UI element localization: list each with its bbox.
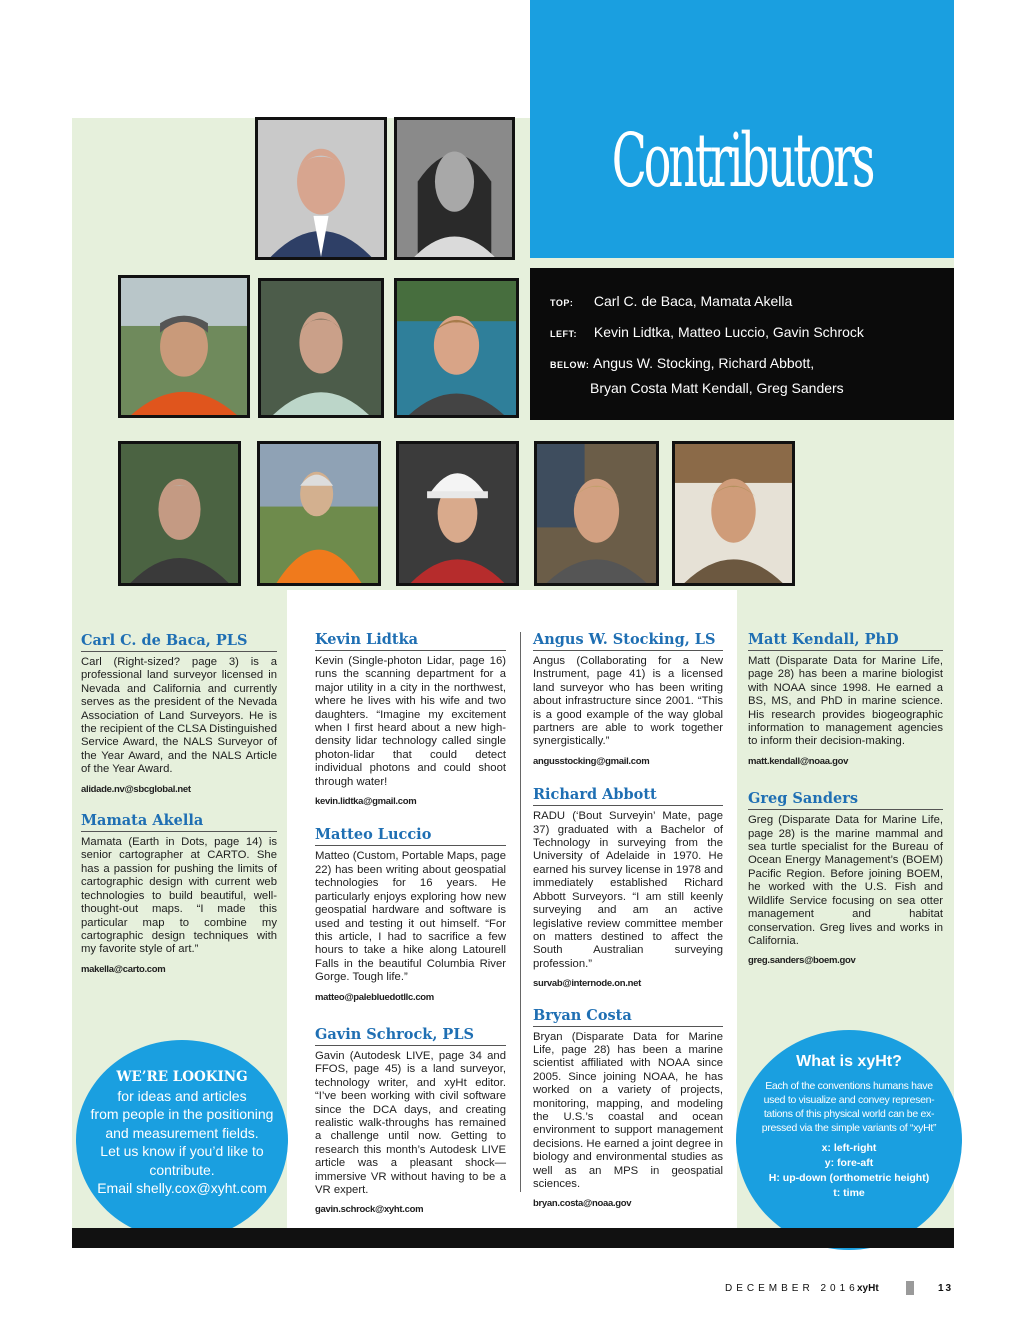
looking-line-1: for ideas and articles	[117, 1087, 247, 1104]
contributor-bryan	[533, 1007, 723, 1211]
contributor-email[interactable]: matteo@palebluedotllc.com	[315, 991, 434, 1003]
contributor-name: Angus W. Stocking, LS	[533, 631, 723, 651]
xyht-line-2: used to visualize and convey represen-	[763, 1094, 935, 1106]
looking-callout	[76, 1040, 288, 1240]
looking-line-4: Let us know if you’d like to	[100, 1143, 264, 1159]
contributor-name: Matt Kendall, PhD	[748, 631, 943, 651]
caption-box	[530, 268, 954, 420]
column-divider-1	[520, 632, 521, 1192]
column-4	[748, 631, 943, 968]
caption-below-label: BELOW:	[550, 360, 590, 370]
contributor-bio: Angus (Collaborating for a New Instrument, page 41) is a licensed land surveyor who has been writing about infrastructure since 2001. “This is a good example of the way global partners are able to work together synergistically.”	[533, 655, 723, 748]
photo-gavin-schrock	[394, 278, 519, 418]
page-title: Contributors	[611, 118, 873, 204]
contributor-name: Matteo Luccio	[315, 826, 506, 846]
xyht-t: t: time	[833, 1187, 865, 1199]
contributor-bio: Bryan (Disparate Data for Marine Life, page 28) has been a marine scientist affiliated with NOAA since 2005. Since joining NOAA, he has worked on a variety of projects, monitoring, mapping, and modeling the U.S.’s coastal and ocean environment to support management decisions. He earned a joint degree in biology and environmental studies as well as an MPS in geospatial sciences.	[533, 1030, 723, 1190]
contributor-bio: RADU (‘Bout Surveyin’ Mate, page 37) graduated with a Bachelor of Technology in surveying from the University of Adelaide in 1970. He earned his survey license in 1978 and immediately established Richard Abbott Surveyors. “I am still keenly surveying and am an active legislative review committee member on matters destined to affect the South Australian surveying profession.”	[533, 810, 723, 970]
xyht-callout	[736, 1030, 962, 1250]
contributor-bio: Kevin (Single-photon Lidar, page 16) runs the scanning department for a major utility in a city in the northwest, where he lives with his wife and two daughters. “Imagine my excitement when I first heard about a new high-density lidar technology called single photon-lidar that could detect individual photons and could shoot through water!	[315, 655, 506, 788]
contributor-gavin	[315, 1026, 506, 1217]
contributor-email[interactable]: makella@carto.com	[81, 963, 166, 975]
column-1	[81, 632, 277, 976]
xyht-x: x: left-right	[821, 1142, 877, 1154]
photo-greg-sanders	[672, 441, 795, 586]
column-3	[533, 631, 723, 1211]
caption-top-names: Carl C. de Baca, Mamata Akella	[593, 293, 793, 309]
xyht-line-3: tations of this physical world can be ex-	[763, 1108, 935, 1120]
photo-carl-de-baca	[255, 117, 387, 260]
contributor-email[interactable]: greg.sanders@boem.gov	[748, 955, 856, 967]
caption-left-names: Kevin Lidtka, Matteo Luccio, Gavin Schrock	[593, 324, 864, 340]
caption-below-row-2	[590, 380, 844, 396]
photo-bryan-costa	[396, 441, 519, 586]
caption-below-row	[550, 355, 814, 371]
contributor-name: Carl C. de Baca, PLS	[81, 632, 277, 652]
contributor-email[interactable]: bryan.costa@noaa.gov	[533, 1198, 632, 1210]
contributor-bio: Mamata (Earth in Dots, page 14) is senior cartographer at CARTO. She has a passion for pushing the limits of cartographic design with current web technologies to build beautiful, well-thought-out maps. “I made this particular map to combine my cartographic design techniques with my favorite style of art.”	[81, 836, 277, 956]
xyht-y: y: fore-aft	[824, 1157, 874, 1169]
contributor-email[interactable]: kevin.lidtka@gmail.com	[315, 796, 417, 808]
footer-bar	[72, 1228, 954, 1248]
xyht-h: H: up-down (orthometric height)	[768, 1172, 930, 1184]
contributor-richard	[533, 786, 723, 990]
photo-mamata-akella	[394, 117, 515, 260]
contributor-bio: Greg (Disparate Data for Marine Life, page 28) is the marine mammal and sea turtle specialist for the Bureau of Ocean Energy Management’s (BOEM) Pacific Region. Before joining BOEM, he worked with the U.S. Fish and Wildlife Service focusing on sea otter management and habitat conservation. Greg lives and works in California.	[748, 814, 943, 947]
photo-matteo-luccio	[258, 278, 384, 418]
contributor-email[interactable]: alidade.nv@sbcglobal.net	[81, 783, 191, 795]
photo-kevin-lidtka	[118, 275, 250, 418]
contributor-carl	[81, 632, 277, 796]
contributor-email[interactable]: matt.kendall@noaa.gov	[748, 755, 849, 767]
contributor-name: Gavin Schrock, PLS	[315, 1026, 506, 1046]
caption-top-label: TOP:	[550, 298, 574, 308]
photo-angus-stocking	[118, 441, 241, 586]
xyht-heading: What is xyHt?	[796, 1053, 902, 1070]
contributor-matteo	[315, 826, 506, 1003]
caption-left-row	[550, 324, 864, 340]
looking-line-2: from people in the positioning	[90, 1106, 274, 1122]
contributor-bio: Matt (Disparate Data for Marine Life, page 28) has been a marine biologist with NOAA since 1998. He earned a BS, MS, and PhD in marine science. His research provides biogeographic information to management agencies to inform their decision-making.	[748, 655, 943, 748]
contributor-mamata	[81, 812, 277, 976]
footer-separator	[906, 1281, 914, 1295]
caption-top-row	[550, 293, 792, 309]
caption-below-names-1: Angus W. Stocking, Richard Abbott,	[593, 355, 815, 371]
column-2	[315, 631, 506, 1217]
contributor-email[interactable]: angusstocking@gmail.com	[533, 755, 650, 767]
xyht-line-1: Each of the conventions humans have	[765, 1080, 933, 1092]
contributor-bio: Matteo (Custom, Portable Maps, page 22) has been writing about geospatial technologies for 16 years. He particularly enjoys exploring how new geospatial hardware and software is used and testing it out himself. “For this article, I had to sacrifice a few hours to take a hike along Latourell Falls in the beautiful Columbia River Gorge. Tough life.”	[315, 850, 506, 984]
contributor-name: Mamata Akella	[81, 812, 277, 832]
contributor-name: Kevin Lidtka	[315, 631, 506, 651]
looking-line-3: and measurement fields.	[105, 1124, 259, 1141]
contributor-matt	[748, 631, 943, 768]
contributor-email[interactable]: gavin.schrock@xyht.com	[315, 1204, 424, 1216]
looking-heading: WE’RE LOOKING	[116, 1069, 248, 1085]
photo-matt-kendall	[534, 441, 659, 586]
footer-date: DECEMBER 2016	[725, 1283, 859, 1294]
contributor-name: Greg Sanders	[748, 790, 943, 810]
footer-magazine: xyHt	[857, 1283, 879, 1294]
looking-email[interactable]: Email shelly.cox@xyht.com	[97, 1180, 267, 1196]
caption-below-names-2: Bryan Costa Matt Kendall, Greg Sanders	[590, 380, 844, 396]
contributor-greg	[748, 790, 943, 967]
contributor-bio: Gavin (Autodesk LIVE, page 34 and FFOS, page 45) is a land surveyor, technology writer, and xyHt editor. “I’ve been working with civil software since the DCA days, and creating realistic walk-throughs has remained a challenge until now. Getting to research this month’s Autodesk LIVE article was a pleasant shock—immersive VR without having to be a VR expert.	[315, 1049, 506, 1196]
contributor-name: Bryan Costa	[533, 1007, 723, 1027]
title-box	[530, 0, 954, 258]
page-number: 13	[938, 1283, 954, 1294]
looking-line-5: contribute.	[149, 1161, 215, 1178]
contributor-email[interactable]: survab@internode.on.net	[533, 978, 641, 990]
contributor-bio: Carl (Right-sized? page 3) is a professional land surveyor licensed in Nevada and California and currently serves as the president of the Nevada Association of Land Surveyors. He is the recipient of the CLSA Distinguished Service Award, the NALS Surveyor of the Year Award, and the NALS Article of the Year Award.	[81, 656, 277, 776]
contributor-angus	[533, 631, 723, 768]
contributor-kevin	[315, 631, 506, 808]
xyht-line-4: pressed via the simple variants of “xyHt”	[761, 1122, 937, 1134]
contributor-name: Richard Abbott	[533, 786, 723, 806]
photo-richard-abbott	[257, 441, 381, 586]
caption-left-label: LEFT:	[550, 329, 577, 339]
